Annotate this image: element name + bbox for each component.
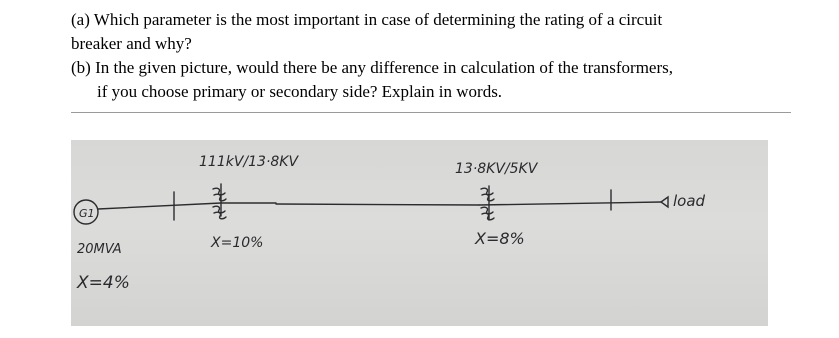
generator-rating: 20MVA bbox=[77, 242, 122, 257]
transformer-1-reactance: X=10% bbox=[211, 235, 264, 251]
transformer-1-voltage: 111kV/13·8KV bbox=[199, 154, 299, 170]
single-line-diagram bbox=[71, 140, 768, 326]
transformer-2-reactance: X=8% bbox=[475, 229, 525, 248]
question-text bbox=[71, 8, 791, 113]
bus-line-3 bbox=[276, 204, 479, 205]
question-b-line2: if you choose primary or secondary side? Explain in words. bbox=[97, 82, 503, 101]
transformer-2-icon bbox=[481, 186, 494, 220]
question-a-line1: (a) Which parameter is the most important in case of determining the rating of a circuit bbox=[71, 10, 663, 29]
transformer-2-voltage: 13·8KV/5KV bbox=[455, 161, 538, 177]
bus-line-1 bbox=[98, 203, 221, 209]
question-a-line2: breaker and why? bbox=[71, 34, 192, 53]
transformer-1-icon bbox=[213, 184, 226, 219]
generator-reactance: X=4% bbox=[77, 273, 130, 293]
generator-label: G1 bbox=[79, 207, 95, 220]
single-line-diagram-photo bbox=[71, 140, 768, 326]
load-arrow bbox=[661, 197, 668, 207]
bus-line-4 bbox=[479, 202, 661, 205]
load-label: load bbox=[673, 192, 706, 210]
question-b-line1: (b) In the given picture, would there be any difference in calculation of the transformers, bbox=[71, 58, 674, 77]
